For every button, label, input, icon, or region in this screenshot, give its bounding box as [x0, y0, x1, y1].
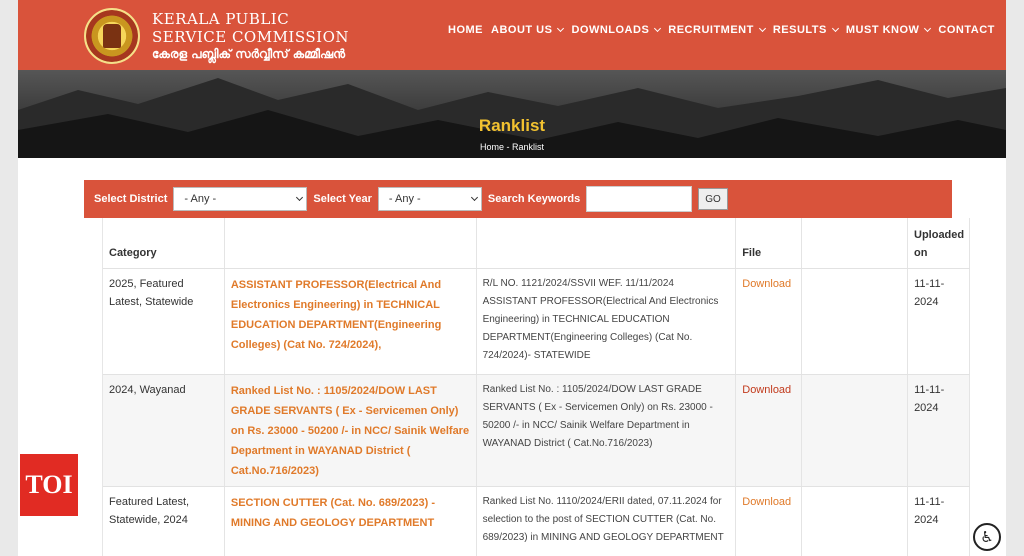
- site-header: [18, 0, 1006, 70]
- header-file: File: [736, 218, 802, 268]
- table-row: [103, 487, 970, 556]
- row-empty-cell: [802, 487, 908, 556]
- page-banner: [18, 70, 1006, 158]
- header-title: [225, 218, 477, 268]
- row-uploaded: 11-11-2024: [908, 375, 970, 486]
- chevron-down-icon: [832, 25, 839, 32]
- chevron-down-icon: [296, 194, 303, 201]
- accessibility-icon[interactable]: ♿: [973, 523, 1001, 551]
- nav-downloads[interactable]: DOWNLOADS: [571, 24, 660, 36]
- chevron-down-icon: [654, 25, 661, 32]
- year-select[interactable]: - Any -: [378, 187, 482, 211]
- kpsc-emblem-logo[interactable]: [84, 8, 140, 64]
- download-link[interactable]: Download: [736, 269, 802, 374]
- chevron-down-icon: [557, 25, 564, 32]
- row-uploaded: 11-11-2024: [908, 487, 970, 556]
- district-select[interactable]: - Any -: [173, 187, 307, 211]
- header-category: Category: [103, 218, 225, 268]
- row-category: 2025, Featured Latest, Statewide: [103, 269, 225, 374]
- row-uploaded: 11-11-2024: [908, 269, 970, 374]
- row-category: Featured Latest, Statewide, 2024: [103, 487, 225, 556]
- brand-line-1: KERALA PUBLIC: [152, 10, 290, 28]
- nav-results[interactable]: RESULTS: [773, 24, 838, 36]
- ranklist-table: [102, 218, 970, 556]
- district-label: Select District: [94, 193, 168, 205]
- brand-name[interactable]: [152, 10, 349, 63]
- chevron-down-icon: [759, 25, 766, 32]
- table-row: [103, 375, 970, 487]
- search-keywords-input[interactable]: [586, 186, 692, 212]
- nav-home[interactable]: HOME: [448, 24, 483, 36]
- brand-line-malayalam: കേരള പബ്ലിക് സർവ്വീസ് കമ്മീഷൻ: [152, 47, 346, 61]
- filter-bar: [84, 180, 952, 218]
- header-details: [477, 218, 737, 268]
- row-empty-cell: [802, 269, 908, 374]
- header-empty: [802, 218, 908, 268]
- row-title-link[interactable]: ASSISTANT PROFESSOR(Electrical And Electronics Engineering) in TECHNICAL EDUCATION DEPARTMENT(Engineering Colleges) (Cat No. 724/2024),: [225, 269, 477, 374]
- table-row: [103, 269, 970, 375]
- brand-line-2: SERVICE COMMISSION: [152, 28, 349, 46]
- nav-recruitment[interactable]: RECRUITMENT: [668, 24, 765, 36]
- table-header-row: [103, 218, 970, 269]
- nav-about-us[interactable]: ABOUT US: [491, 24, 563, 36]
- page-title: Ranklist: [478, 116, 546, 135]
- year-label: Select Year: [313, 193, 372, 205]
- row-title-link[interactable]: Ranked List No. : 1105/2024/DOW LAST GRADE SERVANTS ( Ex - Servicemen Only) on Rs. 23000 - 50200 /- in NCC/ Sainik Welfare Department in WAYANAD District ( Cat.No.716/2023): [225, 375, 477, 486]
- nav-contact[interactable]: CONTACT: [938, 24, 995, 36]
- download-link[interactable]: Download: [736, 375, 802, 486]
- nav-must-know[interactable]: MUST KNOW: [846, 24, 931, 36]
- row-details: Ranked List No. : 1105/2024/DOW LAST GRADE SERVANTS ( Ex - Servicemen Only) on Rs. 23000 - 50200 /- in NCC/ Sainik Welfare Department in WAYANAD District ( Cat.No.716/2023): [477, 375, 737, 486]
- main-nav: [448, 24, 995, 36]
- row-empty-cell: [802, 375, 908, 486]
- download-link[interactable]: Download: [736, 487, 802, 556]
- row-details: R/L NO. 1121/2024/SSVII WEF. 11/11/2024 ASSISTANT PROFESSOR(Electrical And Electronics Engineering) in TECHNICAL EDUCATION DEPARTMENT(Engineering Colleges) (Cat No. 724/2024)- STATEWIDE: [477, 269, 737, 374]
- keywords-label: Search Keywords: [487, 193, 581, 205]
- breadcrumb[interactable]: Home - Ranklist: [479, 142, 544, 152]
- row-details: Ranked List No. 1110/2024/ERII dated, 07.11.2024 for selection to the post of SECTION CUTTER (Cat. No. 689/2023) in MINING AND GEOLOGY DEPARTMENT: [477, 487, 737, 556]
- chevron-down-icon: [471, 194, 478, 201]
- go-button[interactable]: GO: [698, 188, 728, 210]
- toi-watermark-logo: TOI: [18, 452, 80, 518]
- header-uploaded: Uploaded on: [908, 218, 970, 268]
- row-title-link[interactable]: SECTION CUTTER (Cat. No. 689/2023) - MINING AND GEOLOGY DEPARTMENT: [225, 487, 477, 556]
- row-category: 2024, Wayanad: [103, 375, 225, 486]
- chevron-down-icon: [924, 25, 931, 32]
- page-frame: [18, 0, 1006, 556]
